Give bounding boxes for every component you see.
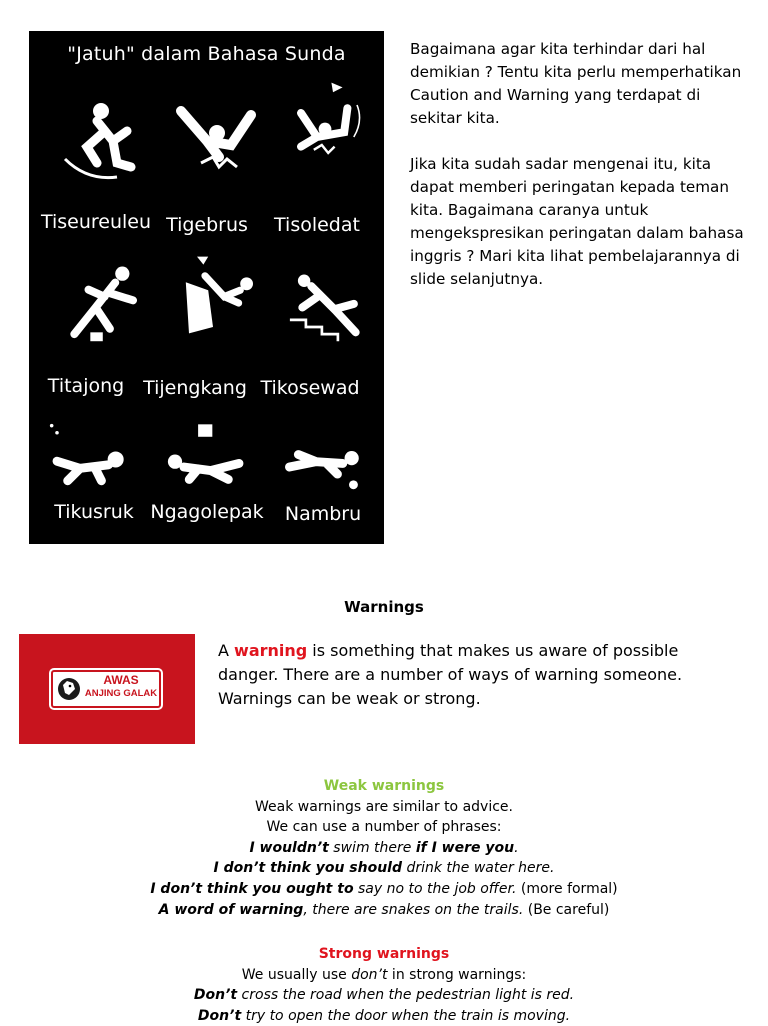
label-1: Tiseureuleu [40, 211, 152, 233]
intro-text [410, 38, 750, 314]
label-2: Tigebrus [166, 214, 248, 236]
weak-example-4: A word of warning, there are snakes on the trails. (Be careful) [158, 901, 610, 918]
falling-into-hole-icon [167, 101, 267, 181]
strong-example-2: Don’t try to open the door when the train is moving. [197, 1007, 571, 1024]
falling-backward-chair-icon [163, 255, 263, 335]
awas-sign [51, 670, 161, 708]
warning-definition [218, 639, 728, 711]
strong-warnings-section [0, 944, 768, 1026]
lying-down-icon [157, 419, 257, 499]
label-7: Tikusruk [54, 501, 134, 523]
sign-text-anjing-galak: ANJING GALAK [84, 688, 158, 699]
definition-warning-word: warning [234, 641, 308, 660]
intro-paragraph-1: Bagaimana agar kita terhindar dari hal demikian ? Tentu kita perlu memperhatikan Caution and Warning yang terdapat di sekitar kita. [410, 40, 742, 127]
weak-example-1: I wouldn’t swim there if I were you. [249, 839, 519, 856]
falling-forward-icon [39, 415, 139, 495]
slipping-backward-icon [275, 81, 375, 161]
strong-line-1: We usually use don’t in strong warnings: [241, 966, 527, 983]
label-5: Tijengkang [143, 377, 247, 399]
sign-text-awas: AWAS [103, 673, 139, 687]
falling-down-stairs-icon [279, 263, 379, 343]
weak-line-2: We can use a number of phrases: [266, 819, 502, 836]
label-8: Ngagolepak [150, 501, 264, 523]
weak-warnings-section [0, 776, 768, 920]
strong-example-1: Don’t cross the road when the pedestrian light is red. [193, 987, 575, 1004]
label-9: Nambru [284, 503, 362, 525]
poster-title: "Jatuh" dalam Bahasa Sunda [67, 43, 346, 65]
weak-example-3: I don’t think you ought to say no to the job offer. (more formal) [150, 880, 618, 897]
tripping-figure-icon [51, 263, 151, 343]
falling-into-ditch-icon [275, 419, 375, 499]
weak-warnings-heading: Weak warnings [323, 778, 445, 794]
falling-poster [29, 31, 384, 544]
definition-a: A [218, 641, 235, 660]
dog-icon [57, 675, 81, 703]
warnings-heading: Warnings [344, 598, 424, 616]
definition-rest: is something that makes us aware of possible danger. There are a number of ways of warning someone. Warnings can be weak or strong. [218, 641, 683, 708]
weak-line-1: Weak warnings are similar to advice. [255, 798, 513, 815]
label-4: Titajong [47, 375, 125, 397]
intro-paragraph-2: Jika kita sudah sadar mengenai itu, kita dapat memberi peringatan kepada teman kita. Bagaimana caranya untuk mengekspresikan peringatan dalam bahasa inggris ? Mari kita lihat pembelajarannya di slide selanjutnya. [410, 155, 744, 288]
slipping-figure-icon [57, 101, 157, 181]
label-3: Tisoledat [274, 214, 360, 236]
weak-example-2: I don’t think you should drink the water here. [213, 860, 555, 877]
strong-warnings-heading: Strong warnings [318, 946, 450, 962]
label-6: Tikosewad [260, 377, 360, 399]
warning-sign-image [19, 634, 195, 744]
